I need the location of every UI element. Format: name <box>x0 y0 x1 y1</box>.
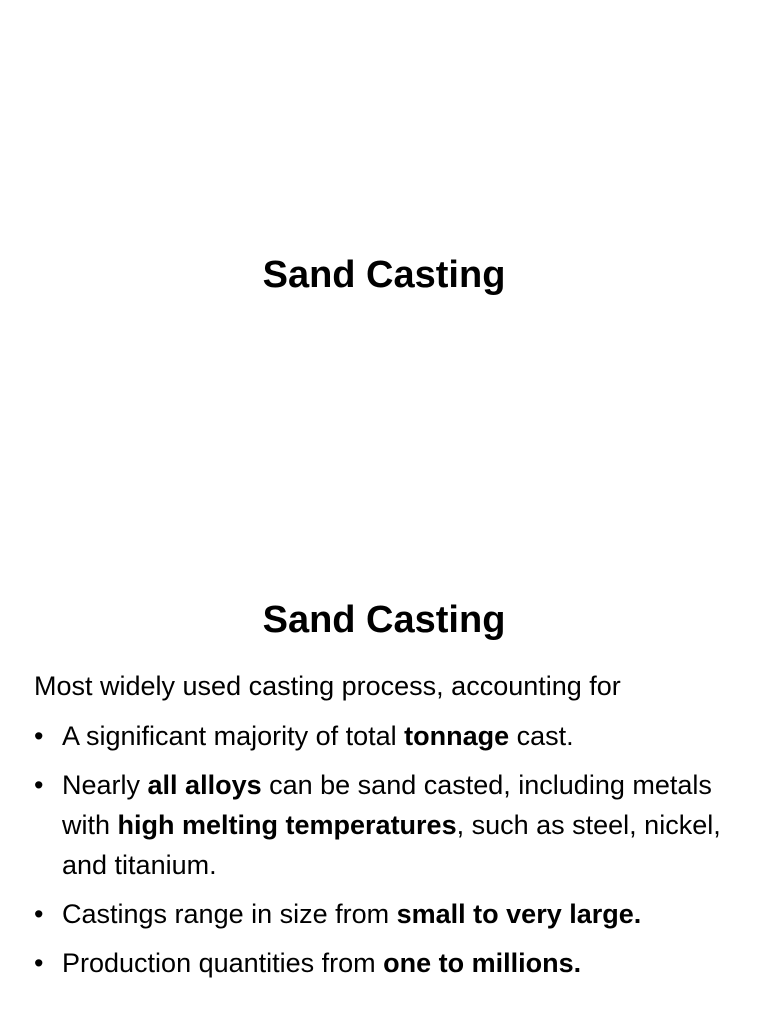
bullet-icon: • <box>34 948 44 978</box>
bullet-item <box>34 943 754 983</box>
bullet-text-part: A significant majority of total <box>62 721 405 751</box>
bullet-item <box>34 716 754 756</box>
bullet-text-bold: tonnage <box>404 721 510 751</box>
bullet-text-bold: small to very large. <box>396 899 642 929</box>
intro-text: Most widely used casting process, accounting for <box>34 671 621 701</box>
bullet-text-part: can be sand casted, including metals with <box>62 770 712 840</box>
bullet-text-part: Production quantities from <box>62 948 384 978</box>
bullet-text-part: Nearly <box>62 770 148 800</box>
bullet-icon: • <box>34 899 44 929</box>
bullet-icon: • <box>34 721 44 751</box>
slide-2-title: Sand Casting <box>262 599 506 641</box>
bullet-text-part: , such as steel, nickel, and titanium. <box>62 810 721 880</box>
bullet-text-bold: high melting temperatures <box>117 810 457 840</box>
bullet-item <box>34 765 754 885</box>
bullet-list <box>34 716 754 992</box>
bullet-text-bold: all alloys <box>147 770 262 800</box>
bullet-text-bold: one to millions. <box>383 948 582 978</box>
slide-1-title: Sand Casting <box>262 254 506 296</box>
bullet-text-part: Castings range in size from <box>62 899 397 929</box>
bullet-text-part: cast. <box>509 721 574 751</box>
bullet-item <box>34 894 754 934</box>
bullet-icon: • <box>34 770 44 800</box>
